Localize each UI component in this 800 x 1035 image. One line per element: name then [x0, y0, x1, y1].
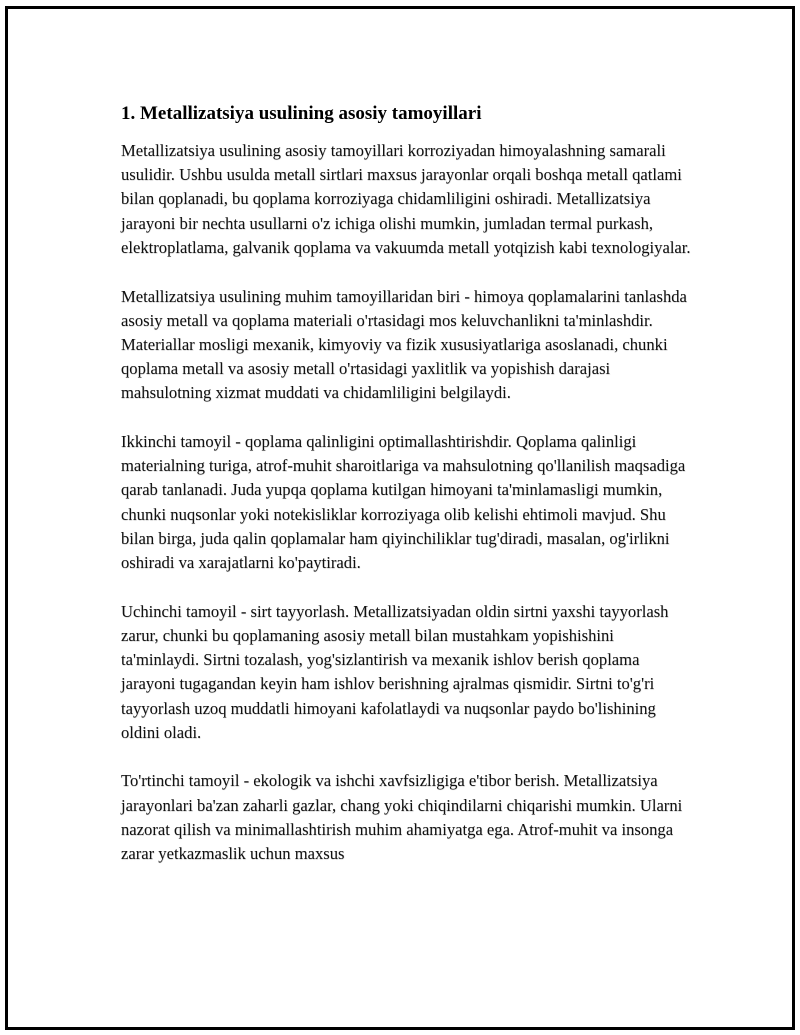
document-body — [121, 102, 696, 891]
page-frame — [5, 6, 795, 1030]
paragraph-second-principle: Ikkinchi tamoyil - qoplama qalinligini optimallashtirishdir. Qoplama qalinligi materialning turiga, atrof-muhit sharoitlariga va mahsulotning qo'llanilish maqsadiga qarab tanlanadi. Juda yupqa qoplama kutilgan himoyani ta'minlamasligi mumkin, chunki nuqsonlar yoki notekisliklar korroziyaga olib kelishi ehtimoli mavjud. Shu bilan birga, juda qalin qoplamalar ham qiyinchiliklar tug'diradi, masalan, og'irlikni oshiradi va xarajatlarni ko'paytiradi. — [121, 432, 686, 573]
paragraph-fourth-principle: To'rtinchi tamoyil - ekologik va ishchi xavfsizligiga e'tibor berish. Metallizatsiya jarayonlari ba'zan zaharli gazlar, chang yoki chiqindilarni chiqarishi mumkin. Ularni nazorat qilish va minimallashtirish muhim ahamiyatga ega. Atrof-muhit va insonga zarar yetkazmaslik uchun maxsus — [121, 771, 683, 864]
section-heading: 1. Metallizatsiya usulining asosiy tamoyillari — [121, 103, 482, 124]
paragraph-intro: Metallizatsiya usulining asosiy tamoyillari korroziyadan himoyalashning samarali usulidir. Ushbu usulda metall sirtlari maxsus jarayonlar orqali boshqa metall qatlami bilan qoplanadi, bu qoplama korroziyaga chidamliligini oshiradi. Metallizatsiya jarayoni bir nechta usullarni o'z ichiga olishi mumkin, jumladan termal purkash, elektroplatlama, galvanik qoplama va vakuumda metall yotqizish kabi texnologiyalar. — [121, 141, 691, 257]
paragraph-first-principle: Metallizatsiya usulining muhim tamoyillaridan biri - himoya qoplamalarini tanlashda asosiy metall va qoplama materiali o'rtasidagi mos keluvchanlikni ta'minlashdir. Materiallar mosligi mexanik, kimyoviy va fizik xususiyatlariga asoslanadi, chunki qoplama metall va asosiy metall o'rtasidagi yaxlitlik va yopishish darajasi mahsulotning xizmat muddati va chidamliligini belgilaydi. — [121, 286, 687, 403]
paragraph-third-principle: Uchinchi tamoyil - sirt tayyorlash. Metallizatsiyadan oldin sirtni yaxshi tayyorlash zarur, chunki bu qoplamaning asosiy metall bilan mustahkam yopishishini ta'minlaydi. Sirtni tozalash, yog'sizlantirish va mexanik ishlov berish qoplama jarayoni tugagandan keyin ham ishlov berishning ajralmas qismidir. Sirtni to'g'ri tayyorlash uzoq muddatli himoyani kafolatlaydi va nuqsonlar paydo bo'lishining oldini oladi. — [121, 601, 669, 742]
